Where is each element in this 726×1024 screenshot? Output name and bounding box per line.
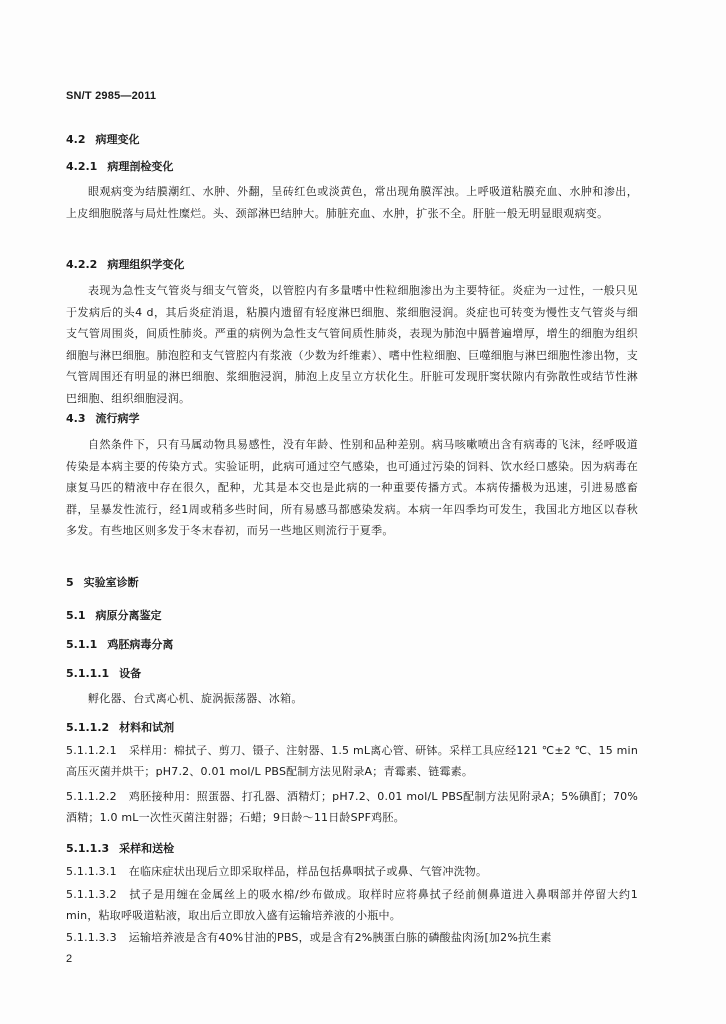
paragraph-4-2-2: 表现为急性支气管炎与细支气管炎，以管腔内有多量嗜中性粒细胞渗出为主要特征。炎症为一过性，一般只见于发病后的头4 d，其后炎症消退，粘膜内遗留有轻度淋巴细胞、浆细胞浸润。炎症也可转变为慢性支气管炎与细支气管周围炎，间质性肺炎。严重的病例为急性支气管间质性肺炎，表现为肺泡中膈普遍增厚，增生的细胞为组织细胞与淋巴细胞。肺泡腔和支气管腔内有浆液（少数为纤维素）、嗜中性粒细胞、巨噬细胞与淋巴细胞性渗出物，支气管周围还有明显的淋巴细胞、浆细胞浸润，肺泡上皮呈立方状化生。肝脏可发现肝窦状隙内有弥散性或结节性淋巴细胞、组织细胞浸润。 xyxy=(66,284,638,405)
clause-5-1-1-3-2 xyxy=(66,885,638,926)
heading-title: 实验室诊断 xyxy=(83,576,139,589)
clause-text: 在临床症状出现后立即采取样品，样品包括鼻咽拭子或鼻、气管冲洗物。 xyxy=(128,865,488,878)
clause-text: 运输培养液是含有40%甘油的PBS，或是含有2%胰蛋白胨的磷酸盐肉汤[加2%抗生素 xyxy=(128,931,552,944)
heading-number: 4.2.2 xyxy=(66,258,98,271)
page-number: 2 xyxy=(66,953,73,965)
clause-5-1-1-3-3 xyxy=(66,928,638,949)
heading-title: 流行病学 xyxy=(95,412,140,425)
heading-4-2-2 xyxy=(66,256,184,272)
heading-title: 病理组织学变化 xyxy=(107,258,185,271)
paragraph-5-1-1-1: 孵化器、台式离心机、旋涡振荡器、冰箱。 xyxy=(88,692,303,705)
clause-text: 拭子是用缠在金属丝上的吸水棉/纱布做成。取样时应将鼻拭子经前侧鼻道进入鼻咽部并停留大约1 min，粘取呼吸道粘液，取出后立即放入盛有运输培养液的小瓶中。 xyxy=(66,888,638,922)
clause-5-1-1-3-1 xyxy=(66,862,638,883)
heading-number: 5.1.1.3 xyxy=(66,842,110,855)
heading-5-1 xyxy=(66,607,162,623)
clause-text: 鸡胚接种用：照蛋器、打孔器、酒精灯；pH7.2、0.01 mol/L PBS配制方法见附录A；5%碘酊；70%酒精；1.0 mL一次性灭菌注射器；石蜡；9日龄～11日龄SPF鸡胚。 xyxy=(66,790,638,824)
clause-number: 5.1.1.2.2 xyxy=(66,790,117,803)
clause-text: 采样用：棉拭子、剪刀、镊子、注射器、1.5 mL离心管、研钵。采样工具应经121 ℃±2 ℃、15 min高压灭菌并烘干；pH7.2、0.01 mol/L PBS配制方法见附录A；青霉素、链霉素。 xyxy=(66,744,638,778)
heading-title: 病原分离鉴定 xyxy=(95,609,162,622)
heading-title: 鸡胚病毒分离 xyxy=(107,638,174,651)
clause-number: 5.1.1.3.1 xyxy=(66,865,117,878)
clause-5-1-1-2-1 xyxy=(66,741,638,782)
heading-number: 5.1 xyxy=(66,609,86,622)
clause-number: 5.1.1.2.1 xyxy=(66,744,117,757)
clause-number: 5.1.1.3.3 xyxy=(66,931,117,944)
heading-4-2-1 xyxy=(66,158,173,174)
heading-5-1-1 xyxy=(66,636,173,652)
heading-4-3 xyxy=(66,410,140,426)
heading-number: 5.1.1.1 xyxy=(66,667,110,680)
heading-title: 采样和送检 xyxy=(119,842,175,855)
standard-code: SN/T 2985—2011 xyxy=(66,90,157,102)
heading-5 xyxy=(66,574,139,590)
heading-number: 5 xyxy=(66,576,74,589)
heading-number: 4.2 xyxy=(66,133,86,146)
heading-number: 4.2.1 xyxy=(66,160,98,173)
heading-title: 病理剖检变化 xyxy=(107,160,174,173)
heading-title: 材料和试剂 xyxy=(119,721,175,734)
paragraph-4-3: 自然条件下，只有马属动物具易感性，没有年龄、性别和品种差别。病马咳嗽喷出含有病毒的飞沫，经呼吸道传染是本病主要的传染方式。实验证明，此病可通过空气感染，也可通过污染的饲料、饮水经口感染。因为病毒在康复马匹的精液中存在很久，配种，尤其是本交也是此病的一种重要传播方式。本病传播极为迅速，引进易感畜群，呈暴发性流行，经1周或稍多些时间，所有易感马都感染发病。本病一年四季均可发生，我国北方地区以春秋多发。有些地区则多发于冬末春初，而另一些地区则流行于夏季。 xyxy=(66,438,638,537)
heading-number: 4.3 xyxy=(66,412,86,425)
heading-number: 5.1.1 xyxy=(66,638,98,651)
paragraph-4-2-1: 眼观病变为结膜潮红、水肿、外翻，呈砖红色或淡黄色，常出现角膜浑浊。上呼吸道粘膜充血、水肿和渗出，上皮细胞脱落与局灶性糜烂。头、颈部淋巴结肿大。肺脏充血、水肿，扩张不全。肝脏一般无明显眼观病变。 xyxy=(66,185,638,220)
heading-number: 5.1.1.2 xyxy=(66,721,110,734)
heading-5-1-1-1 xyxy=(66,665,141,681)
heading-5-1-1-3 xyxy=(66,840,174,856)
heading-4-2 xyxy=(66,131,140,147)
heading-title: 设备 xyxy=(119,667,142,680)
heading-title: 病理变化 xyxy=(95,133,140,146)
clause-5-1-1-2-2 xyxy=(66,787,638,828)
heading-5-1-1-2 xyxy=(66,719,174,735)
clause-number: 5.1.1.3.2 xyxy=(66,888,117,901)
